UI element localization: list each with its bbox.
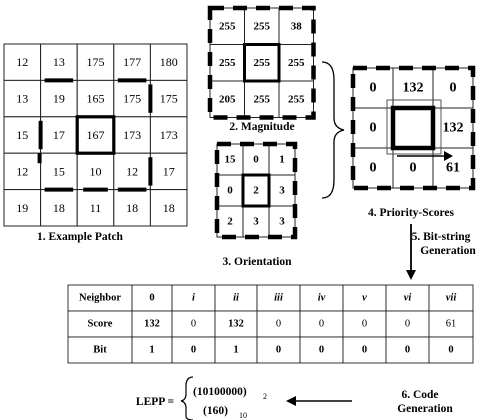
patch-value: 19 [16, 200, 29, 215]
patch-value: 175 [86, 55, 105, 70]
priority-value: 132 [442, 120, 464, 136]
table-value: 0 [448, 344, 454, 356]
patch-value: 19 [52, 91, 65, 106]
bitstring-caption-2: Generation [420, 245, 476, 257]
bitstring-arrow-head [406, 270, 416, 280]
table-header: vii [445, 292, 457, 304]
table-header: ii [233, 292, 239, 304]
table-header: i [192, 292, 195, 304]
table-value: 0 [318, 344, 325, 356]
patch-value: 167 [86, 128, 105, 142]
magnitude [210, 8, 314, 133]
table-value: 132 [228, 318, 244, 330]
table-value: 0 [404, 318, 411, 330]
patch-value: 165 [86, 91, 105, 106]
orientation-value: 3 [253, 215, 259, 228]
table-header: iii [274, 292, 283, 304]
orientation-value: 1 [279, 153, 285, 166]
lepp-binary-sub: 2 [263, 392, 267, 401]
orientation-value: 3 [279, 215, 285, 228]
patch-value: 173 [123, 128, 142, 142]
patch-value: 12 [126, 164, 139, 179]
priority-value: 0 [369, 160, 377, 176]
orientation-value: 3 [279, 184, 285, 197]
priority-cell [393, 108, 433, 148]
table-value: 0 [190, 344, 197, 356]
bitstring-caption-1: 5. Bit-string [411, 231, 471, 243]
patch-value: 175 [159, 91, 178, 106]
table-value: 1 [149, 344, 155, 356]
lepp-binary: (10100000) [193, 386, 247, 398]
patch-value: 173 [159, 128, 178, 142]
priority-value: 61 [446, 160, 460, 176]
orientation-caption: 3. Orientation [222, 256, 292, 268]
table-value: 0 [275, 344, 282, 356]
orientation-value: 2 [253, 184, 259, 197]
table-header: iv [317, 292, 326, 304]
magnitude-value: 255 [219, 56, 236, 69]
lepp-brace [181, 377, 193, 420]
magnitude-value: 255 [288, 56, 305, 69]
patch-value: 180 [159, 55, 178, 70]
magnitude-value: 255 [253, 56, 270, 69]
lepp-decimal: (160) [203, 405, 228, 417]
priority-value: 0 [409, 160, 417, 176]
table-value: 0 [318, 318, 325, 330]
table-value: 1 [233, 344, 239, 356]
table-value: Score [87, 318, 113, 330]
patch-value: 177 [123, 55, 142, 70]
code-arrow-head [286, 396, 296, 406]
orientation-value: 2 [227, 215, 233, 228]
patch-value: 12 [16, 164, 29, 179]
magnitude-value: 255 [219, 20, 236, 33]
priority [353, 68, 473, 219]
table-value: Bit [93, 344, 107, 356]
patch-value: 17 [162, 164, 175, 179]
orientation-value: 0 [253, 153, 259, 166]
table-header: vi [403, 292, 412, 304]
table-value: 0 [404, 344, 411, 356]
magnitude-value: 205 [219, 93, 236, 106]
priority-value: 0 [369, 120, 377, 136]
score-table [68, 285, 473, 363]
table-value: 0 [275, 318, 282, 330]
patch-value: 175 [123, 91, 142, 106]
magnitude-value: 38 [290, 20, 302, 33]
orientation-value: 0 [227, 184, 233, 197]
lepp-label: LEPP = [135, 396, 175, 408]
table-value: 0 [361, 344, 368, 356]
table-value: 0 [361, 318, 368, 330]
lepp-code [136, 377, 453, 420]
magnitude-caption: 2. Magnitude [229, 121, 295, 133]
code-caption-2: Generation [397, 403, 453, 415]
magnitude-value: 255 [288, 93, 305, 106]
example-patch-caption: 1. Example Patch [37, 231, 123, 243]
patch-value: 18 [126, 200, 139, 215]
patch-value: 15 [52, 164, 65, 179]
patch-value: 17 [52, 128, 65, 142]
table-header: 0 [149, 292, 155, 304]
orientation-value: 15 [224, 153, 236, 166]
patch-value: 13 [16, 91, 29, 106]
patch-value: 13 [52, 55, 65, 70]
code-caption-1: 6. Code [401, 389, 439, 401]
patch-value: 10 [89, 164, 102, 179]
priority-value: 0 [449, 80, 457, 96]
grouping-brace [322, 62, 344, 198]
patch-value: 15 [16, 128, 29, 142]
patch-value: 18 [162, 200, 175, 215]
example-patch [4, 44, 187, 243]
table-value: 0 [190, 318, 197, 330]
patch-value: 12 [16, 55, 29, 70]
patch-value: 18 [52, 200, 65, 215]
magnitude-value: 255 [253, 20, 270, 33]
orientation [217, 144, 295, 268]
table-value: 61 [445, 318, 457, 330]
priority-value: 132 [402, 80, 424, 96]
table-header: v [362, 292, 367, 304]
magnitude-value: 255 [253, 93, 270, 106]
table-header: Neighbor [79, 292, 121, 304]
priority-value: 0 [369, 80, 377, 96]
patch-value: 11 [89, 200, 102, 215]
lepp-decimal-sub: 10 [239, 411, 247, 420]
table-value: 132 [144, 318, 160, 330]
priority-caption: 4. Priority-Scores [367, 207, 455, 219]
